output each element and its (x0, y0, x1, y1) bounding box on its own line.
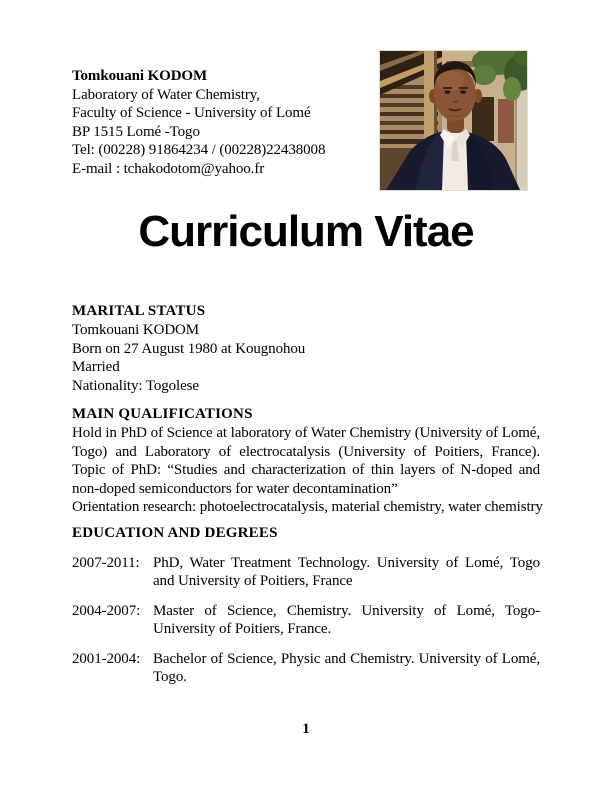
education-entry (72, 650, 540, 687)
education-entry (72, 602, 540, 639)
education-description: Master of Science, Chemistry. University of Lomé, Togo- University of Poitiers, France. (153, 602, 540, 637)
education-period: 2001-2004: (72, 650, 141, 667)
marital-name-line: Tomkouani KODOM (72, 322, 200, 338)
education-description: Bachelor of Science, Physic and Chemistry. University of Lomé, Togo. (153, 650, 540, 685)
section-heading-education: EDUCATION AND DEGREES (72, 524, 278, 541)
education-entry (72, 554, 540, 591)
contact-email-line: E-mail : tchakodotom@yahoo.fr (72, 160, 265, 177)
section-heading-main-qualifications: MAIN QUALIFICATIONS (72, 406, 253, 422)
contact-block (72, 67, 372, 178)
contact-faculty-line: Faculty of Science - University of Lomé (72, 105, 311, 121)
marital-nationality-line: Nationality: Togolese (72, 377, 199, 394)
profile-photo (380, 51, 527, 190)
page-number: 1 (302, 721, 310, 737)
contact-phone-line: Tel: (00228) 91864234 / (00228)22438008 (72, 142, 326, 158)
contact-affiliation-line: Laboratory of Water Chemistry, (72, 86, 260, 103)
qualifications-paragraph: Hold in PhD of Science at laboratory of Water Chemistry (University of Lomé, Togo) and Laboratory of electrocatalysis (University of Poitiers, France). Topic of PhD: “Studies and characterization of thin layers of N-doped and non-doped semiconductors for water decontamination” (72, 425, 540, 497)
education-period: 2007-2011: (72, 554, 140, 571)
contact-address-line: BP 1515 Lomé -Togo (72, 123, 200, 140)
marital-birth-line: Born on 27 August 1980 at Kougnohou (72, 340, 306, 357)
marital-status-line: Married (72, 359, 120, 375)
document-title: Curriculum Vitae (138, 207, 474, 256)
education-period: 2004-2007: (72, 602, 141, 619)
orientation-research-line: Orientation research: photoelectrocatalysis, material chemistry, water chemistry (72, 499, 543, 515)
section-heading-marital-status: MARITAL STATUS (72, 303, 206, 319)
education-description: PhD, Water Treatment Technology. University of Lomé, Togo and University of Poitiers, France (153, 554, 540, 589)
contact-name: Tomkouani KODOM (72, 68, 208, 84)
cv-body (72, 302, 543, 687)
